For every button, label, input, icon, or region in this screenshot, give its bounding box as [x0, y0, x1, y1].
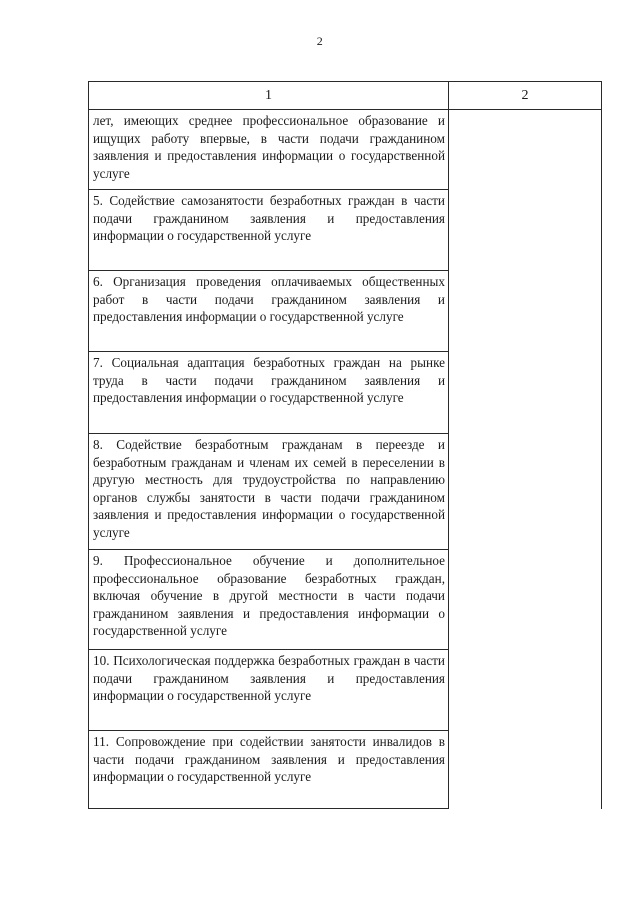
service-text: 7. Социальная адаптация безработных граждан на рынке труда в части подачи гражданином заявления и предоставления информации о государственной услуге: [93, 355, 445, 405]
service-text: лет, имеющих среднее профессиональное образование и ищущих работу впервые, в части подачи гражданином заявления и предоставления информации о государственной услуге: [93, 113, 445, 181]
service-text: 11. Сопровождение при содействии занятости инвалидов в части подачи гражданином заявления и предоставления информации о государственной услуге: [93, 734, 445, 784]
column-header-1: 1: [89, 82, 449, 110]
services-table: [88, 81, 602, 809]
service-cell: [89, 271, 449, 352]
service-text: 10. Психологическая поддержка безработных граждан в части подачи гражданином заявления и предоставления информации о государственной услуге: [93, 653, 445, 703]
service-cell: [89, 650, 449, 731]
service-cell: [89, 352, 449, 434]
table-header-row: [89, 82, 602, 110]
service-cell: [89, 110, 449, 190]
empty-column-cell: [449, 110, 602, 809]
service-text: 8. Содействие безработным гражданам в переезде и безработным гражданам и членам их семей в переселении в другую местность для трудоустройства по направлению органов службы занятости в части подачи гражданином заявления и предоставления информации о государственной услуге: [93, 437, 445, 540]
service-cell: [89, 550, 449, 650]
table-row: [89, 110, 602, 190]
service-text: 6. Организация проведения оплачиваемых общественных работ в части подачи гражданином заявления и предоставления информации о государственной услуге: [93, 274, 445, 324]
service-text: 9. Профессиональное обучение и дополнительное профессиональное образование безработных граждан, включая обучение в другой местности в части подачи гражданином заявления и предоставления информации о государственной услуге: [93, 553, 445, 638]
page-number: 2: [316, 34, 324, 48]
service-cell: [89, 190, 449, 271]
service-cell: [89, 731, 449, 809]
service-text: 5. Содействие самозанятости безработных граждан в части подачи гражданином заявления и предоставления информации о государственной услуге: [93, 193, 445, 243]
column-header-2: 2: [449, 82, 602, 110]
service-cell: [89, 434, 449, 550]
